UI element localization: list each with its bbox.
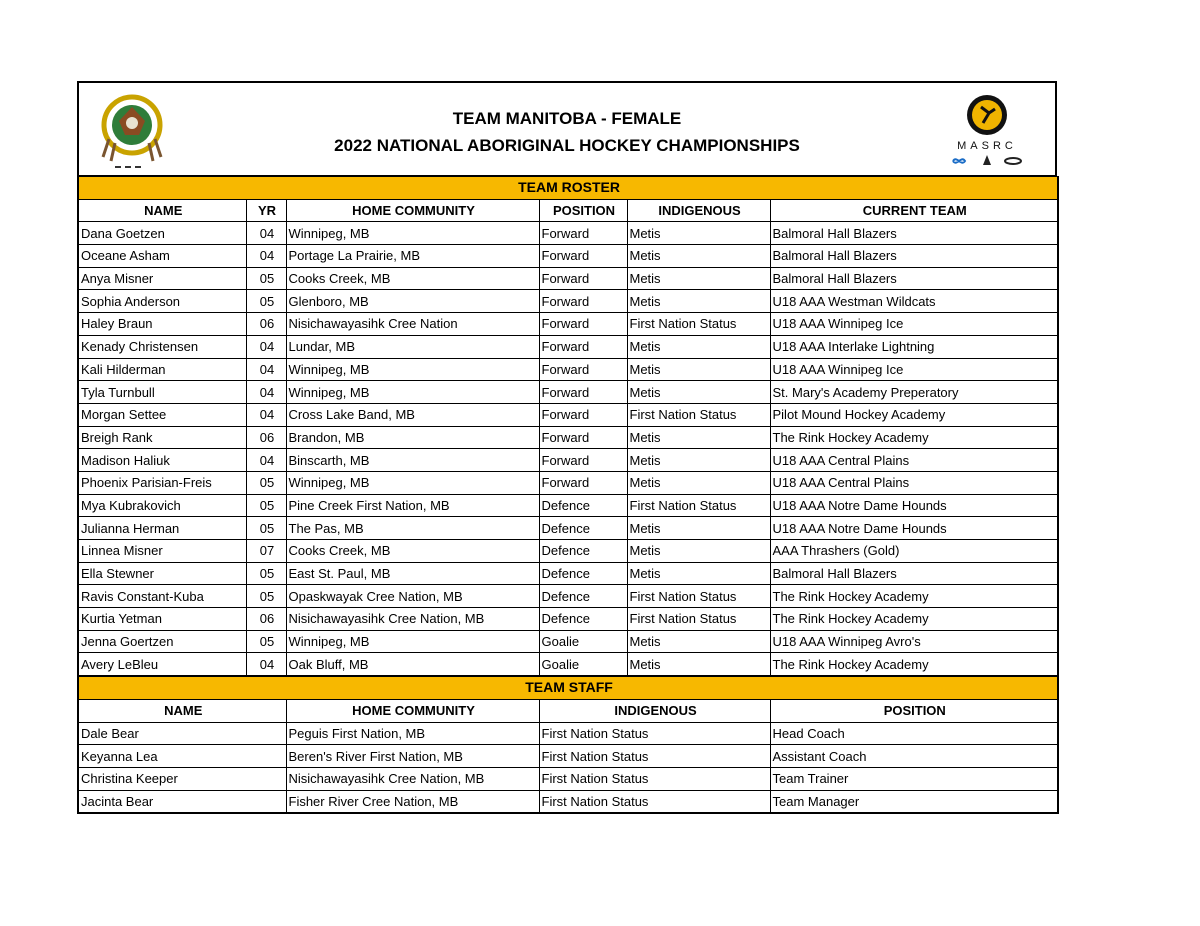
staff-row [78,722,1058,745]
player-home-community: Cross Lake Band, MB [286,403,539,426]
player-year: 05 [246,267,286,290]
player-name: Sophia Anderson [78,290,246,313]
roster-row [78,585,1058,608]
staff-header-row [78,699,1058,722]
player-current-team: The Rink Hockey Academy [770,585,1058,608]
col-header-name: NAME [78,199,246,222]
staff-position: Assistant Coach [770,745,1058,768]
player-name: Morgan Settee [78,403,246,426]
roster-header-row [78,199,1058,222]
roster-row [78,517,1058,540]
player-home-community: Winnipeg, MB [286,222,539,245]
staff-name: Keyanna Lea [78,745,286,768]
player-name: Dana Goetzen [78,222,246,245]
player-home-community: Opaskwayak Cree Nation, MB [286,585,539,608]
staff-row [78,790,1058,813]
player-current-team: U18 AAA Central Plains [770,449,1058,472]
player-position: Defence [539,608,627,631]
player-current-team: U18 AAA Interlake Lightning [770,335,1058,358]
player-current-team: St. Mary's Academy Preperatory [770,381,1058,404]
player-position: Forward [539,358,627,381]
staff-row [78,745,1058,768]
player-current-team: U18 AAA Central Plains [770,471,1058,494]
player-name: Kenady Christensen [78,335,246,358]
player-indigenous: First Nation Status [627,608,770,631]
player-year: 05 [246,290,286,313]
staff-home-community: Fisher River Cree Nation, MB [286,790,539,813]
player-indigenous: First Nation Status [627,494,770,517]
player-indigenous: Metis [627,426,770,449]
staff-home-community: Nisichawayasihk Cree Nation, MB [286,767,539,790]
player-year: 04 [246,381,286,404]
player-current-team: Pilot Mound Hockey Academy [770,403,1058,426]
player-home-community: Winnipeg, MB [286,471,539,494]
player-home-community: Oak Bluff, MB [286,653,539,676]
player-position: Forward [539,335,627,358]
roster-row [78,608,1058,631]
roster-row [78,562,1058,585]
roster-row [78,403,1058,426]
player-indigenous: First Nation Status [627,585,770,608]
staff-home-community: Peguis First Nation, MB [286,722,539,745]
roster-row [78,653,1058,676]
player-current-team: AAA Thrashers (Gold) [770,540,1058,563]
player-name: Kali Hilderman [78,358,246,381]
player-indigenous: Metis [627,562,770,585]
staff-position: Team Manager [770,790,1058,813]
staff-heading-row [78,677,1058,700]
player-indigenous: Metis [627,517,770,540]
player-year: 07 [246,540,286,563]
player-home-community: Nisichawayasihk Cree Nation, MB [286,608,539,631]
roster-row [78,630,1058,653]
player-current-team: Balmoral Hall Blazers [770,245,1058,268]
roster-row [78,335,1058,358]
staff-position: Head Coach [770,722,1058,745]
player-year: 04 [246,335,286,358]
player-current-team: Balmoral Hall Blazers [770,267,1058,290]
player-name: Kurtia Yetman [78,608,246,631]
player-home-community: Glenboro, MB [286,290,539,313]
player-year: 05 [246,471,286,494]
player-name: Madison Haliuk [78,449,246,472]
player-current-team: U18 AAA Winnipeg Ice [770,358,1058,381]
staff-indigenous: First Nation Status [539,722,770,745]
title-line-2: 2022 NATIONAL ABORIGINAL HOCKEY CHAMPIONSHIPS [334,136,800,155]
player-position: Goalie [539,630,627,653]
col-header-indigenous: INDIGENOUS [627,199,770,222]
player-position: Defence [539,540,627,563]
col-header-yr: YR [246,199,286,222]
player-home-community: East St. Paul, MB [286,562,539,585]
staff-col-header-name: NAME [78,699,286,722]
player-home-community: Winnipeg, MB [286,358,539,381]
roster-row [78,471,1058,494]
staff-col-header-indigenous: INDIGENOUS [539,699,770,722]
roster-heading: TEAM ROSTER [78,177,1058,200]
player-position: Forward [539,245,627,268]
roster-row [78,381,1058,404]
staff-table [77,676,1059,814]
roster-heading-row [78,177,1058,200]
player-current-team: The Rink Hockey Academy [770,426,1058,449]
staff-name: Christina Keeper [78,767,286,790]
roster-row [78,426,1058,449]
player-indigenous: Metis [627,449,770,472]
staff-position: Team Trainer [770,767,1058,790]
player-name: Jenna Goertzen [78,630,246,653]
player-name: Breigh Rank [78,426,246,449]
col-header-position: POSITION [539,199,627,222]
player-position: Forward [539,381,627,404]
player-position: Defence [539,494,627,517]
player-position: Forward [539,426,627,449]
player-home-community: Brandon, MB [286,426,539,449]
player-name: Mya Kubrakovich [78,494,246,517]
roster-row [78,245,1058,268]
col-header-home-community: HOME COMMUNITY [286,199,539,222]
player-name: Anya Misner [78,267,246,290]
roster-row [78,494,1058,517]
player-position: Forward [539,313,627,336]
player-indigenous: Metis [627,381,770,404]
player-home-community: Portage La Prairie, MB [286,245,539,268]
player-name: Oceane Asham [78,245,246,268]
staff-indigenous: First Nation Status [539,767,770,790]
player-name: Phoenix Parisian-Freis [78,471,246,494]
player-current-team: U18 AAA Westman Wildcats [770,290,1058,313]
staff-heading: TEAM STAFF [78,677,1058,700]
staff-col-header-position: POSITION [770,699,1058,722]
player-year: 05 [246,562,286,585]
roster-row [78,222,1058,245]
player-current-team: The Rink Hockey Academy [770,653,1058,676]
player-name: Ravis Constant-Kuba [78,585,246,608]
player-name: Haley Braun [78,313,246,336]
player-current-team: U18 AAA Notre Dame Hounds [770,517,1058,540]
col-header-current-team: CURRENT TEAM [770,199,1058,222]
roster-sheet [77,81,1057,814]
player-position: Forward [539,471,627,494]
player-year: 04 [246,358,286,381]
player-home-community: Pine Creek First Nation, MB [286,494,539,517]
player-home-community: Winnipeg, MB [286,630,539,653]
page-title [79,105,1055,159]
player-indigenous: Metis [627,267,770,290]
player-position: Goalie [539,653,627,676]
player-year: 05 [246,585,286,608]
title-line-1: TEAM MANITOBA - FEMALE [452,109,682,128]
player-year: 04 [246,222,286,245]
player-year: 04 [246,245,286,268]
player-home-community: Cooks Creek, MB [286,540,539,563]
player-year: 04 [246,403,286,426]
player-home-community: Nisichawayasihk Cree Nation [286,313,539,336]
player-indigenous: Metis [627,630,770,653]
staff-name: Jacinta Bear [78,790,286,813]
player-current-team: U18 AAA Winnipeg Avro's [770,630,1058,653]
player-indigenous: Metis [627,335,770,358]
player-position: Forward [539,449,627,472]
player-current-team: U18 AAA Notre Dame Hounds [770,494,1058,517]
player-position: Forward [539,403,627,426]
staff-name: Dale Bear [78,722,286,745]
player-position: Forward [539,267,627,290]
player-position: Defence [539,585,627,608]
player-name: Ella Stewner [78,562,246,585]
player-position: Forward [539,290,627,313]
player-indigenous: Metis [627,471,770,494]
player-name: Tyla Turnbull [78,381,246,404]
player-indigenous: First Nation Status [627,313,770,336]
roster-row [78,290,1058,313]
player-name: Julianna Herman [78,517,246,540]
player-indigenous: Metis [627,290,770,313]
player-year: 06 [246,313,286,336]
staff-row [78,767,1058,790]
roster-row [78,358,1058,381]
staff-home-community: Beren's River First Nation, MB [286,745,539,768]
roster-row [78,540,1058,563]
roster-row [78,449,1058,472]
staff-indigenous: First Nation Status [539,790,770,813]
masrc-logo-icon [945,91,1029,169]
roster-table [77,176,1059,676]
player-home-community: Binscarth, MB [286,449,539,472]
player-year: 04 [246,449,286,472]
player-year: 06 [246,426,286,449]
player-position: Defence [539,562,627,585]
player-year: 05 [246,630,286,653]
player-current-team: U18 AAA Winnipeg Ice [770,313,1058,336]
roster-row [78,313,1058,336]
player-year: 04 [246,653,286,676]
player-current-team: Balmoral Hall Blazers [770,222,1058,245]
player-current-team: The Rink Hockey Academy [770,608,1058,631]
player-home-community: Winnipeg, MB [286,381,539,404]
player-year: 05 [246,517,286,540]
player-home-community: Lundar, MB [286,335,539,358]
player-year: 06 [246,608,286,631]
staff-col-header-home-community: HOME COMMUNITY [286,699,539,722]
player-name: Avery LeBleu [78,653,246,676]
player-position: Defence [539,517,627,540]
sheet-header [77,81,1057,176]
staff-indigenous: First Nation Status [539,745,770,768]
player-indigenous: Metis [627,222,770,245]
player-home-community: The Pas, MB [286,517,539,540]
player-home-community: Cooks Creek, MB [286,267,539,290]
player-position: Forward [539,222,627,245]
player-indigenous: Metis [627,358,770,381]
player-indigenous: Metis [627,540,770,563]
player-year: 05 [246,494,286,517]
player-indigenous: Metis [627,653,770,676]
player-current-team: Balmoral Hall Blazers [770,562,1058,585]
player-indigenous: First Nation Status [627,403,770,426]
roster-row [78,267,1058,290]
player-indigenous: Metis [627,245,770,268]
masrc-logo-text: MASRC [957,140,1017,152]
player-name: Linnea Misner [78,540,246,563]
